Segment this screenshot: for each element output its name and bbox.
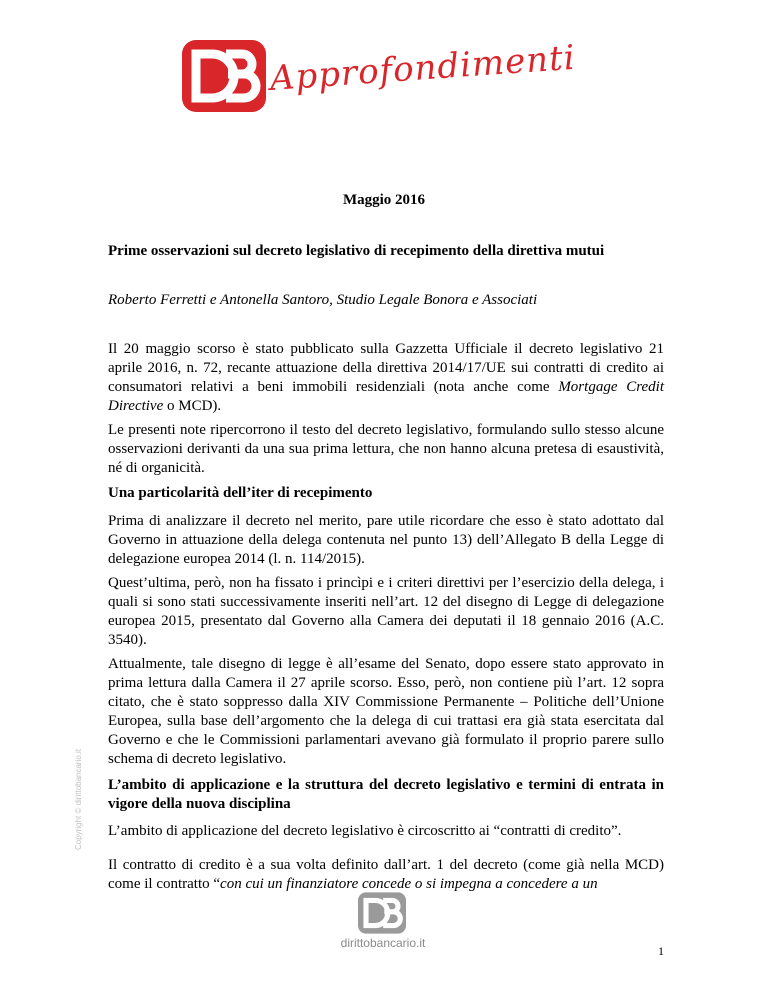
paragraph-contratto: Il contratto di credito è a sua volta definito dall’art. 1 del decreto (come già nella MCD) come il contratto “con cui un finanziatore concede o si impegna a concedere a un [108,857,664,892]
paragraph-ambito: L’ambito di applicazione del decreto legislativo è circoscritto ai “contratti di credito”. [108,823,622,839]
logo-script-text: Approfondimenti [268,37,577,99]
mcd-italic-term: Mortgage Credit Directive [108,379,665,414]
paragraph-delega: Prima di analizzare il decreto nel merito, pare utile ricordare che esso è stato adottato dal Governo in attuazione della delega contenuta nel punto 13) dell’Allegato B della Legge di delegazione europea 2014 (l. n. 114/2015). [108,513,664,567]
footer-logo [328,892,438,972]
db-footer-logo-icon [358,892,406,934]
page-number: 1 [658,944,664,958]
header-logo [182,37,577,120]
footer-site-name: dirittobancario.it [340,936,426,950]
paragraph-intro: Il 20 maggio scorso è stato pubblicato sulla Gazzetta Ufficiale il decreto legislativo 21 aprile 2016, n. 72, recante attuazione della direttiva 2014/17/UE sui contratti di credito ai consumatori relativi a beni immobili residenziali (nota anche come Mortgage Credit Directive o MCD). [108,341,665,414]
document-title: Prime osservazioni sul decreto legislativo di recepimento della direttiva mutui [108,243,605,259]
db-logo-icon [182,40,266,112]
paragraph-notes: Le presenti note ripercorrono il testo del decreto legislativo, formulando sullo stesso alcune osservazioni derivanti da una sua prima lettura, che non hanno alcuna pretesa di esaustività, né di organicità. [108,422,664,476]
paragraph-principi: Quest’ultima, però, non ha fissato i princìpi e i criteri direttivi per l’esercizio della delega, i quali si sono stati successivamente inseriti nell’art. 12 del disegno di Legge di delegazione europea 2015, presentato dal Governo alla Camera dei deputati il 18 gennaio 2016 (A.C. 3540). [108,575,664,648]
document-authors: Roberto Ferretti e Antonella Santoro, Studio Legale Bonora e Associati [108,292,538,308]
quote-italic: con cui un finanziatore concede o si impegna a concedere a un [220,876,598,892]
document-date: Maggio 2016 [342,192,426,208]
section-heading-iter: Una particolarità dell’iter di recepimento [108,485,373,501]
paragraph-senato: Attualmente, tale disegno di legge è all’esame del Senato, dopo essere stato approvato in prima lettura dalla Camera il 27 aprile scorso. Esso, però, non contiene più l’art. 12 sopra citato, che è stato soppresso dalla XIV Commissione Permanente – Politiche dell’Unione Europea, sulla base dell’argomento che la delega di cui trattasi era già stata esercitata dal Governo e che le Commissioni parlamentari avevano già formulato il proprio parere sullo schema di decreto legislativo. [108,656,664,767]
copyright-vertical: Copyright © dirittobancario.it [74,748,83,850]
section-heading-ambito: L’ambito di applicazione e la struttura del decreto legislativo e termini di entrata in vigore della nuova disciplina [108,777,664,812]
